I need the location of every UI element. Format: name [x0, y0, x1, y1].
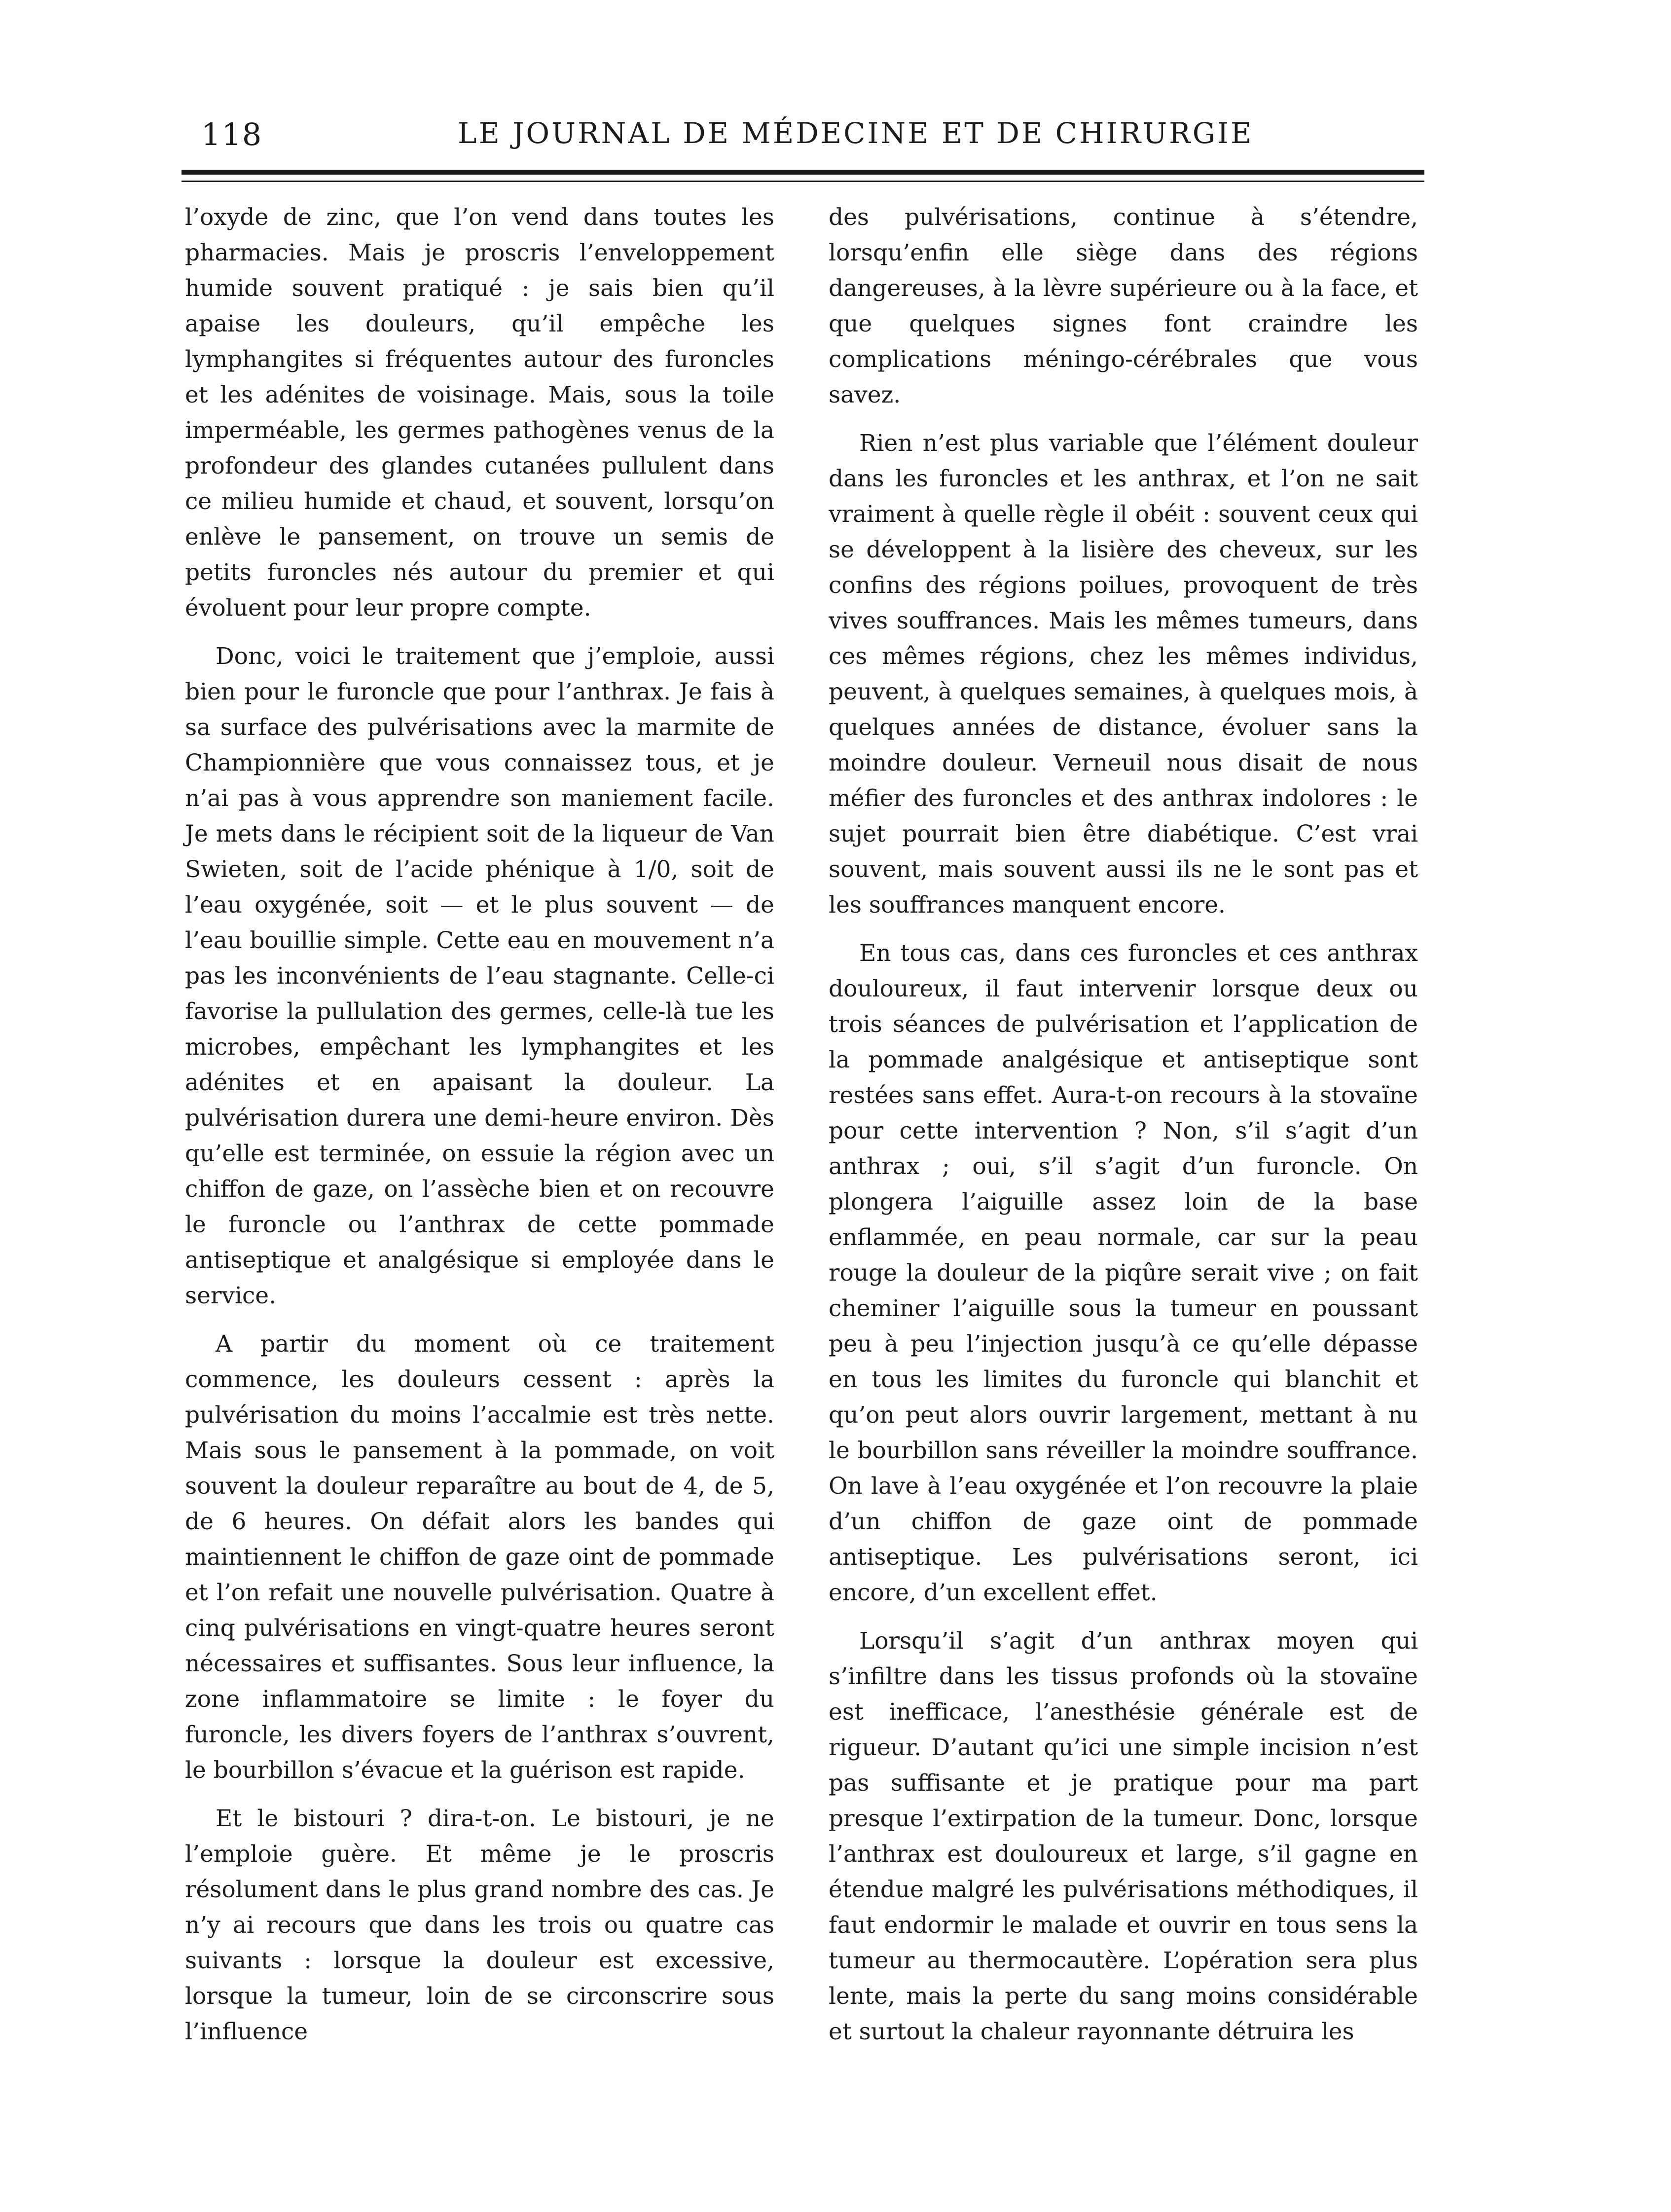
paragraph: A partir du moment où ce traitement commence, les douleurs cessent : après la pulvérisation du moins l’accalmie est très nette. Mais sous le pansement à la pommade, on voit souvent la douleur reparaître au bout de 4, de 5, de 6 heures. On défait alors les bandes qui maintiennent le chiffon de gaze oint de pommade et l’on refait une nouvelle pulvérisation. Quatre à cinq pulvérisations en vingt-quatre heures seront nécessaires et suffisantes. Sous leur influence, la zone inflammatoire se limite : le foyer du furoncle, les divers foyers de l’anthrax s’ouvrent, le bourbillon s’évacue et la guérison est rapide. — [185, 1330, 774, 1784]
paragraph: Donc, voici le traitement que j’emploie, aussi bien pour le furoncle que pour l’anthrax. Je fais à sa surface des pulvérisations avec la marmite de Championnière que vous connaissez tous, et je n’ai pas à vous apprendre son maniement facile. Je mets dans le récipient soit de la liqueur de Van Swieten, soit de l’acide phénique à 1/0, soit de l’eau oxygénée, soit — et le plus souvent — de l’eau bouillie simple. Cette eau en mouvement n’a pas les inconvénients de l’eau stagnante. Celle-ci favorise la pullulation des germes, celle-là tue les microbes, empêchant les lymphangites et les adénites et en apaisant la douleur. La pulvérisation durera une demi-heure environ. Dès qu’elle est terminée, on essuie la région avec un chiffon de gaze, on l’assèche bien et on recouvre le furoncle ou l’anthrax de cette pommade antiseptique et analgésique si employée dans le service. — [185, 643, 774, 1309]
header-rule-thick — [182, 170, 1424, 175]
paragraph: l’oxyde de zinc, que l’on vend dans toutes les pharmacies. Mais je proscris l’enveloppement humide souvent pratiqué : je sais bien qu’il apaise les douleurs, qu’il empêche les lymphangites si fréquentes autour des furoncles et les adénites de voisinage. Mais, sous la toile imperméable, les germes pathogènes venus de la profondeur des glandes cutanées pullulent dans ce milieu humide et chaud, et souvent, lorsqu’on enlève le pansement, on trouve un semis de petits furoncles nés autour du premier et qui évoluent pour leur propre compte. — [185, 204, 774, 622]
right-column — [829, 200, 1418, 2063]
paragraph: En tous cas, dans ces furoncles et ces anthrax douloureux, il faut intervenir lorsque deux ou trois séances de pulvérisation et l’application de la pommade analgésique et antiseptique sont restées sans effet. Aura-t-on recours à la stovaïne pour cette intervention ? Non, s’il s’agit d’un anthrax ; oui, s’il s’agit d’un furoncle. On plongera l’aiguille assez loin de la base enflammée, en peau normale, car sur la peau rouge la douleur de la piqûre serait vive ; on fait cheminer l’aiguille sous la tumeur en poussant peu à peu l’injection jusqu’à ce qu’elle dépasse en tous les limites du furoncle qui blanchit et qu’on peut alors ouvrir largement, mettant à nu le bourbillon sans réveiller la moindre souffrance. On lave à l’eau oxygénée et l’on recouvre la plaie d’un chiffon de gaze oint de pommade antiseptique. Les pulvérisations seront, ici encore, d’un excellent effet. — [829, 940, 1418, 1606]
paragraph: Et le bistouri ? dira-t-on. Le bistouri, je ne l’emploie guère. Et même je le proscris résolument dans le plus grand nombre des cas. Je n’y ai recours que dans les trois ou quatre cas suivants : lorsque la douleur est excessive, lorsque la tumeur, loin de se circonscrire sous l’influence — [185, 1805, 774, 2045]
paragraph: Rien n’est plus variable que l’élément douleur dans les furoncles et les anthrax, et l’on ne sait vraiment à quelle règle il obéit : souvent ceux qui se développent à la lisière des cheveux, sur les confins des régions poilues, provoquent de très vives souffrances. Mais les mêmes tumeurs, dans ces mêmes régions, chez les mêmes individus, peuvent, à quelques semaines, à quelques mois, à quelques années de distance, évoluer sans la moindre douleur. Verneuil nous disait de nous méfier des furoncles et des anthrax indolores : le sujet pourrait bien être diabétique. C’est vrai souvent, mais souvent aussi ils ne le sont pas et les souffrances manquent encore. — [829, 430, 1418, 919]
running-title: LE JOURNAL DE MÉDECINE ET DE CHIRURGIE — [458, 116, 1254, 150]
left-column — [185, 200, 774, 2063]
page-number: 118 — [201, 116, 263, 152]
paragraph: Lorsqu’il s’agit d’un anthrax moyen qui s’infiltre dans les tissus profonds où la stovaïne est inefficace, l’anesthésie générale est de rigueur. D’autant qu’ici une simple incision n’est pas suffisante et je pratique pour ma part presque l’extirpation de la tumeur. Donc, lorsque l’anthrax est douloureux et large, s’il gagne en étendue malgré les pulvérisations méthodiques, il faut endormir le malade et ouvrir en tous sens la tumeur au thermocautère. L’opération sera plus lente, mais la perte du sang moins considérable et surtout la chaleur rayonnante détruira les — [829, 1627, 1418, 2045]
header-rule-thin — [182, 181, 1424, 182]
paragraph: des pulvérisations, continue à s’étendre, lorsqu’enfin elle siège dans des régions dangereuses, à la lèvre supérieure ou à la face, et que quelques signes font craindre les complications méningo-cérébrales que vous savez. — [829, 204, 1418, 408]
page-header — [182, 111, 1424, 161]
